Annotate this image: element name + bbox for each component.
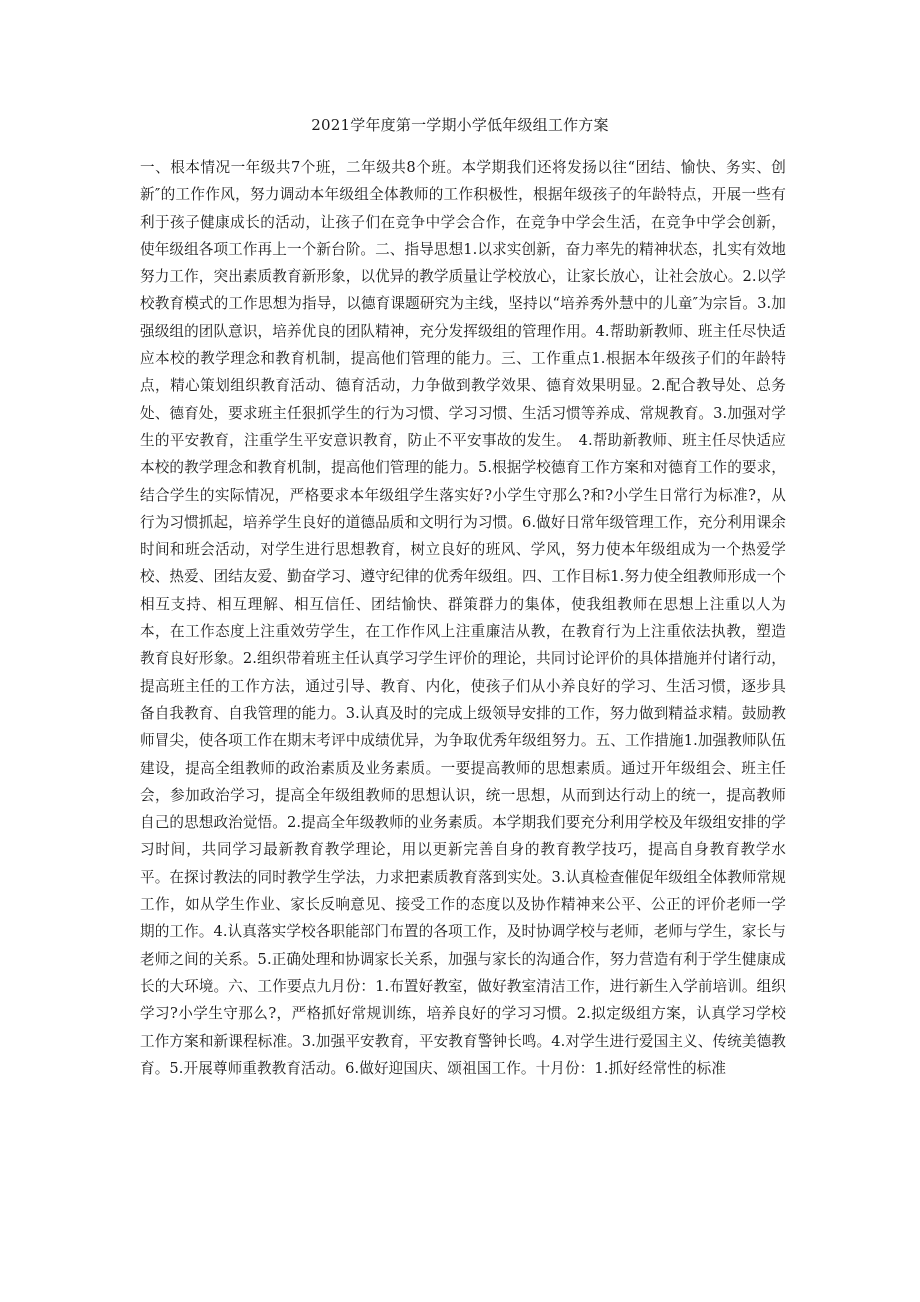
document-body: 一、根本情况一年级共7个班，二年级共8个班。本学期我们还将发扬以往“团结、愉快、务实、创新″的工作作风，努力调动本年级组全体教师的工作积极性，根据年级孩子的年龄特点，开展一些有利于孩子健康成长的活动，让孩子们在竞争中学会合作，在竞争中学会生活，在竞争中学会创新，使年级组各项工作再上一个新台阶。二、指导思想1.以求实创新，奋力率先的精神状态，扎实有效地努力工作，突出素质教育新形象，以优异的教学质量让学校放心，让家长放心，让社会放心。2.以学校教育模式的工作思想为指导，以德育课题研究为主线，坚持以“培养秀外慧中的儿童″为宗旨。3.加强级组的团队意识，培养优良的团队精神，充分发挥级组的管理作用。4.帮助新教师、班主任尽快适应本校的教学理念和教育机制，提高他们管理的能力。三、工作重点1.根据本年级孩子们的年龄特点，精心策划组织教育活动、德育活动，力争做到教学效果、德育效果明显。2.配合教导处、总务处、德育处，要求班主任狠抓学生的行为习惯、学习习惯、生活习惯等养成、常规教育。3.加强对学生的平安教育，注重学生平安意识教育，防止不平安事故的发生。 4.帮助新教师、班主任尽快适应本校的教学理念和教育机制，提高他们管理的能力。5.根据学校德育工作方案和对德育工作的要求，结合学生的实际情况，严格要求本年级组学生落实好?小学生守那么?和?小学生日常行为标准?，从行为习惯抓起，培养学生良好的道德品质和文明行为习惯。6.做好日常年级管理工作，充分利用课余时间和班会活动，对学生进行思想教育，树立良好的班风、学风，努力使本年级组成为一个热爱学校、热爱、团结友爱、勤奋学习、遵守纪律的优秀年级组。四、工作目标1.努力使全组教师形成一个相互支持、相互理解、相互信任、团结愉快、群策群力的集体，使我组教师在思想上注重以人为本，在工作态度上注重效劳学生，在工作作风上注重廉洁从教，在教育行为上注重依法执教，塑造教育良好形象。2.组织带着班主任认真学习学生评价的理论，共同讨论评价的具体措施并付诸行动，提高班主任的工作方法，通过引导、教育、内化，使孩子们从小养良好的学习、生活习惯，逐步具备自我教育、自我管理的能力。3.认真及时的完成上级领导安排的工作，努力做到精益求精。鼓励教师冒尖，使各项工作在期末考评中成绩优异，为争取优秀年级组努力。五、工作措施1.加强教师队伍建设，提高全组教师的政治素质及业务素质。一要提高教师的思想素质。通过开年级组会、班主任会，参加政治学习，提高全年级组教师的思想认识，统一思想，从而到达行动上的统一，提高教师自己的思想政治觉悟。2.提高全年级教师的业务素质。本学期我们要充分利用学校及年级组安排的学习时间，共同学习最新教育教学理论，用以更新完善自身的教育教学技巧，提高自身教育教学水平。在探讨教法的同时教学生学法，力求把素质教育落到实处。3.认真检查催促年级组全体教师常规工作，如从学生作业、家长反响意见、接受工作的态度以及协作精神来公平、公正的评价老师一学期的工作。4.认真落实学校各职能部门布置的各项工作，及时协调学校与老师，老师与学生，家长与老师之间的关系。5.正确处理和协调家长关系，加强与家长的沟通合作，努力营造有利于学生健康成长的大环境。六、工作要点九月份：1.布置好教室，做好教室清洁工作，进行新生入学前培训。组织学习?小学生守那么?，严格抓好常规训练，培养良好的学习习惯。2.拟定级组方案，认真学习学校工作方案和新课程标准。3.加强平安教育，平安教育警钟长鸣。4.对学生进行爱国主义、传统美德教育。5.开展尊师重教教育活动。6.做好迎国庆、颂祖国工作。十月份：1.抓好经常性的标准: [140, 159, 786, 1077]
document-title: 2021学年度第一学期小学低年级组工作方案: [311, 116, 609, 134]
